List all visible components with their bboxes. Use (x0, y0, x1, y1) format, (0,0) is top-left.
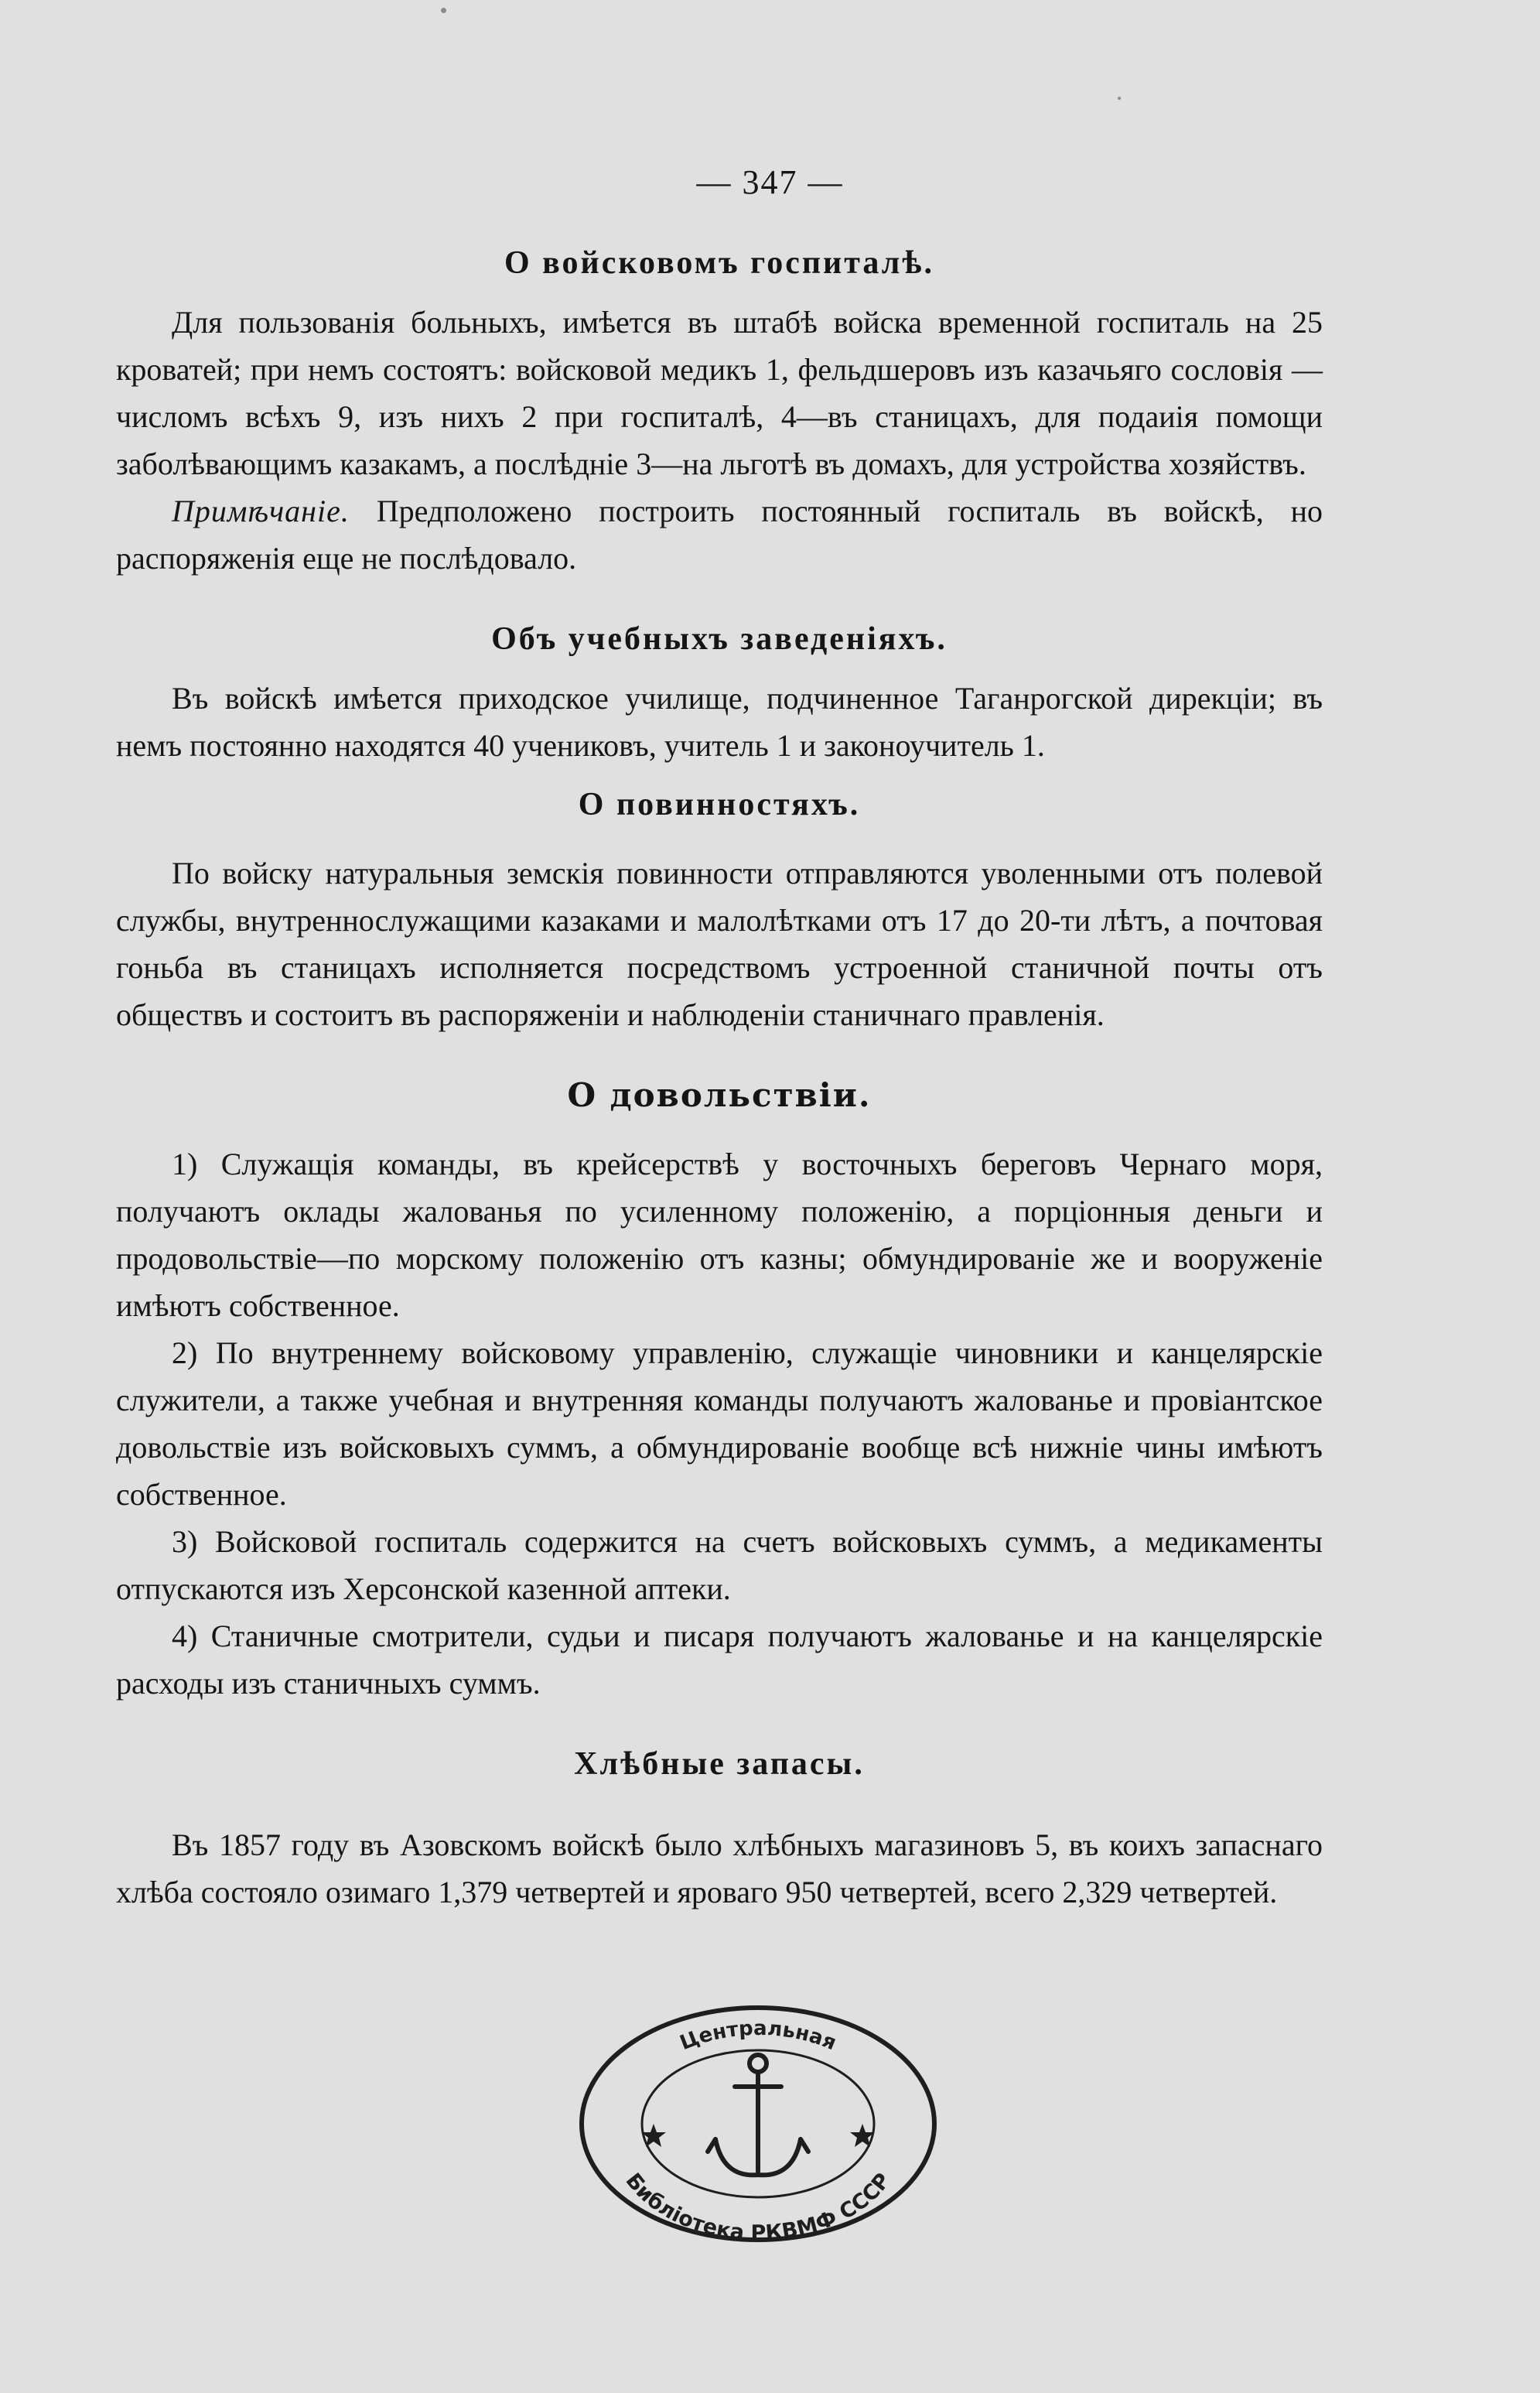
stamp-bottom-text (621, 2169, 896, 2245)
scan-speck (441, 8, 446, 13)
heading-schools: Объ учебныхъ заведеніяхъ. (491, 621, 948, 657)
note-hospital (116, 487, 1323, 582)
paragraph-grain: Въ 1857 году въ Азовскомъ войскѣ было хлѣбныхъ магазиновъ 5, въ коихъ запаснаго хлѣба состояло озимаго 1,379 четвертей и яроваго 950 четвертей, всего 2,329 четвертей. (116, 1827, 1323, 1909)
heading-grain: Хлѣбные запасы. (574, 1746, 865, 1782)
paragraph-duties: По войску натуральныя земскія повинности отправляются уволенными отъ полевой службы, внутреннослужащими казаками и малолѣтками отъ 17 до 20-ти лѣтъ, а почтовая гоньба въ станицахъ исполняется посредствомъ устроенной станичной почты отъ обществъ и состоитъ въ распоряженіи и наблюденіи станичнаго правленія. (116, 856, 1323, 1032)
allowance-item: 1) Служащія команды, въ крейсерствѣ у восточныхъ береговъ Чернаго моря, получаютъ оклады жалованья по усиленному положенію, а порціонныя деньги и продовольствіе—по морскому положенію отъ казны; обмундированіе же и вооруженіе имѣютъ собственное. (116, 1147, 1323, 1323)
scan-speck (1118, 97, 1121, 100)
stamp-bottom-text-path: Библіотека РКВМФ СССР (620, 2169, 896, 2246)
page-body (116, 240, 1323, 1916)
note-label: Примѣчаніе. (172, 494, 350, 528)
allowance-item: 2) По внутреннему войсковому управленію, служащіе чиновники и канцелярскіе служители, а также учебная и внутренняя команды получаютъ жалованье и провіантское довольствіе изъ войсковыхъ суммъ, а обмундированіе вообще всѣ нижніе чины имѣютъ собственное. (116, 1335, 1323, 1512)
paragraph-schools: Въ войскѣ имѣется приходское училище, подчиненное Таганрогской дирекціи; въ немъ постоянно находятся 40 учениковъ, учитель 1 и законоучитель 1. (116, 681, 1323, 763)
heading-hospital: О войсковомъ госпиталѣ. (504, 245, 935, 281)
heading-allowance: О довольствіи. (567, 1076, 872, 1114)
page-number: — 347 — (696, 163, 844, 201)
anchor-icon (708, 2055, 808, 2175)
heading-duties: О повинностяхъ. (578, 787, 861, 822)
allowance-item: 4) Станичные смотрители, судьи и писаря получаютъ жалованье и на канцелярскіе расходы изъ станичныхъ суммъ. (116, 1619, 1323, 1701)
library-stamp (569, 2000, 948, 2248)
note-text: Предположено построить постоянный госпиталь въ войскѣ, но распоряженія еще не послѣдовало. (116, 494, 1323, 576)
allowance-item: 3) Войсковой госпиталь содержится на счетъ войсковыхъ суммъ, а медикаменты отпускаются изъ Херсонской казенной аптеки. (116, 1524, 1323, 1606)
paragraph-hospital: Для пользованія больныхъ, имѣется въ штабѣ войска временной госпиталь на 25 кроватей; при немъ состоятъ: войсковой медикъ 1, фельдшеровъ изъ казачьяго сословія — числомъ всѣхъ 9, изъ нихъ 2 при госпиталѣ, 4—въ станицахъ, для подаиія помощи заболѣвающимъ казакамъ, а послѣдніе 3—на льготѣ въ домахъ, для устройства хозяйствъ. (116, 305, 1323, 481)
stamp-top-text-path: Центральная (677, 2016, 840, 2056)
